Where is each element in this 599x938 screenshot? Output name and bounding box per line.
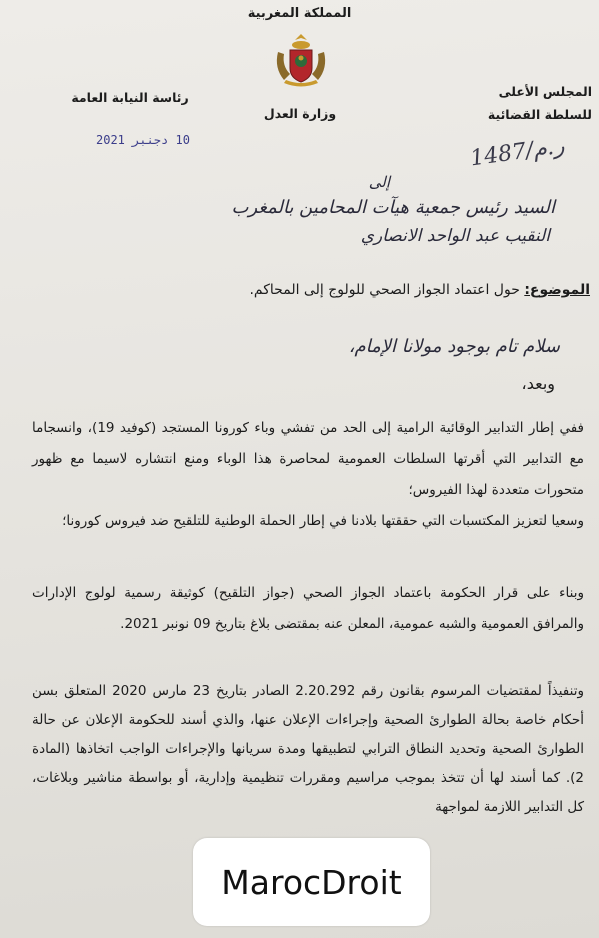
subject-text: حول اعتماد الجواز الصحي للولوج إلى المحاكم. — [249, 282, 520, 298]
recipient-line2: النقيب عبد الواحد الانصاري — [360, 226, 550, 246]
judicial-council-heading — [460, 80, 592, 126]
subject-line — [150, 282, 590, 298]
date-stamp: 10 دجنبر 2021 — [96, 133, 190, 147]
reference-number: 1487/ر.م — [468, 133, 566, 172]
public-prosecution-heading: رئاسة النيابة العامة — [71, 90, 189, 105]
judicial-council-line1: المجلس الأعلى — [498, 84, 592, 99]
watermark-label: MarocDroit — [193, 838, 430, 926]
judicial-council-line2: للسلطة القضائية — [487, 107, 592, 122]
body-paragraph-1: ففي إطار التدابير الوقائية الرامية إلى الحد من تفشي وباء كورونا المستجد (كوفيد 19)، وانسجاما مع التدابير التي أقرتها السلطات العمومية لمحاصرة هذا الوباء ومنع انتشاره لاسيما مع ظهور متحورات متعددة لهذا الفيروس؛ — [32, 420, 584, 498]
ministry-heading: وزارة العدل — [263, 106, 337, 121]
greeting: سلام تام بوجود مولانا الإمام، — [348, 336, 560, 357]
recipient-line1: السيد رئيس جمعية هيآت المحامين بالمغرب — [231, 197, 555, 218]
body-paragraph-2: وسعيا لتعزيز المكتسبات التي حققتها بلادنا في إطار الحملة الوطنية للتلقيح ضد فيروس كورونا؛ — [62, 513, 584, 529]
after-greeting: وبعد، — [521, 374, 555, 393]
kingdom-heading: المملكة المغربية — [247, 6, 352, 21]
royal-emblem-icon — [270, 30, 332, 90]
body-paragraph-3: وبناء على قرار الحكومة باعتماد الجواز الصحي (جواز التلقيح) كوثيقة رسمية لولوج الإدارات والمرافق العمومية والشبه عمومية، المعلن عنه بمقتضى بلاغ بتاريخ 09 نونبر 2021. — [32, 585, 584, 632]
to-label: إلى — [368, 173, 390, 191]
body-paragraph-4: وتنفيذاً لمقتضيات المرسوم بقانون رقم 2.20.292 الصادر بتاريخ 23 مارس 2020 المتعلق بسن أحكام خاصة بحالة الطوارئ الصحية وإجراءات الإعلان عنها، والذي أسند للحكومة الإعلان عن حالة الطوارئ الصحية وتحديد النطاق الترابي لتطبيقها ومدة سريانها والإجراءات الواجب اتخاذها (المادة 2). كما أسند لها أن تتخذ بموجب مراسيم ومقررات تنظيمية وإدارية، أو بواسطة مناشير وبلاغات، كل التدابير اللازمة لمواجهة — [32, 683, 584, 815]
subject-label: الموضوع: — [524, 282, 590, 298]
